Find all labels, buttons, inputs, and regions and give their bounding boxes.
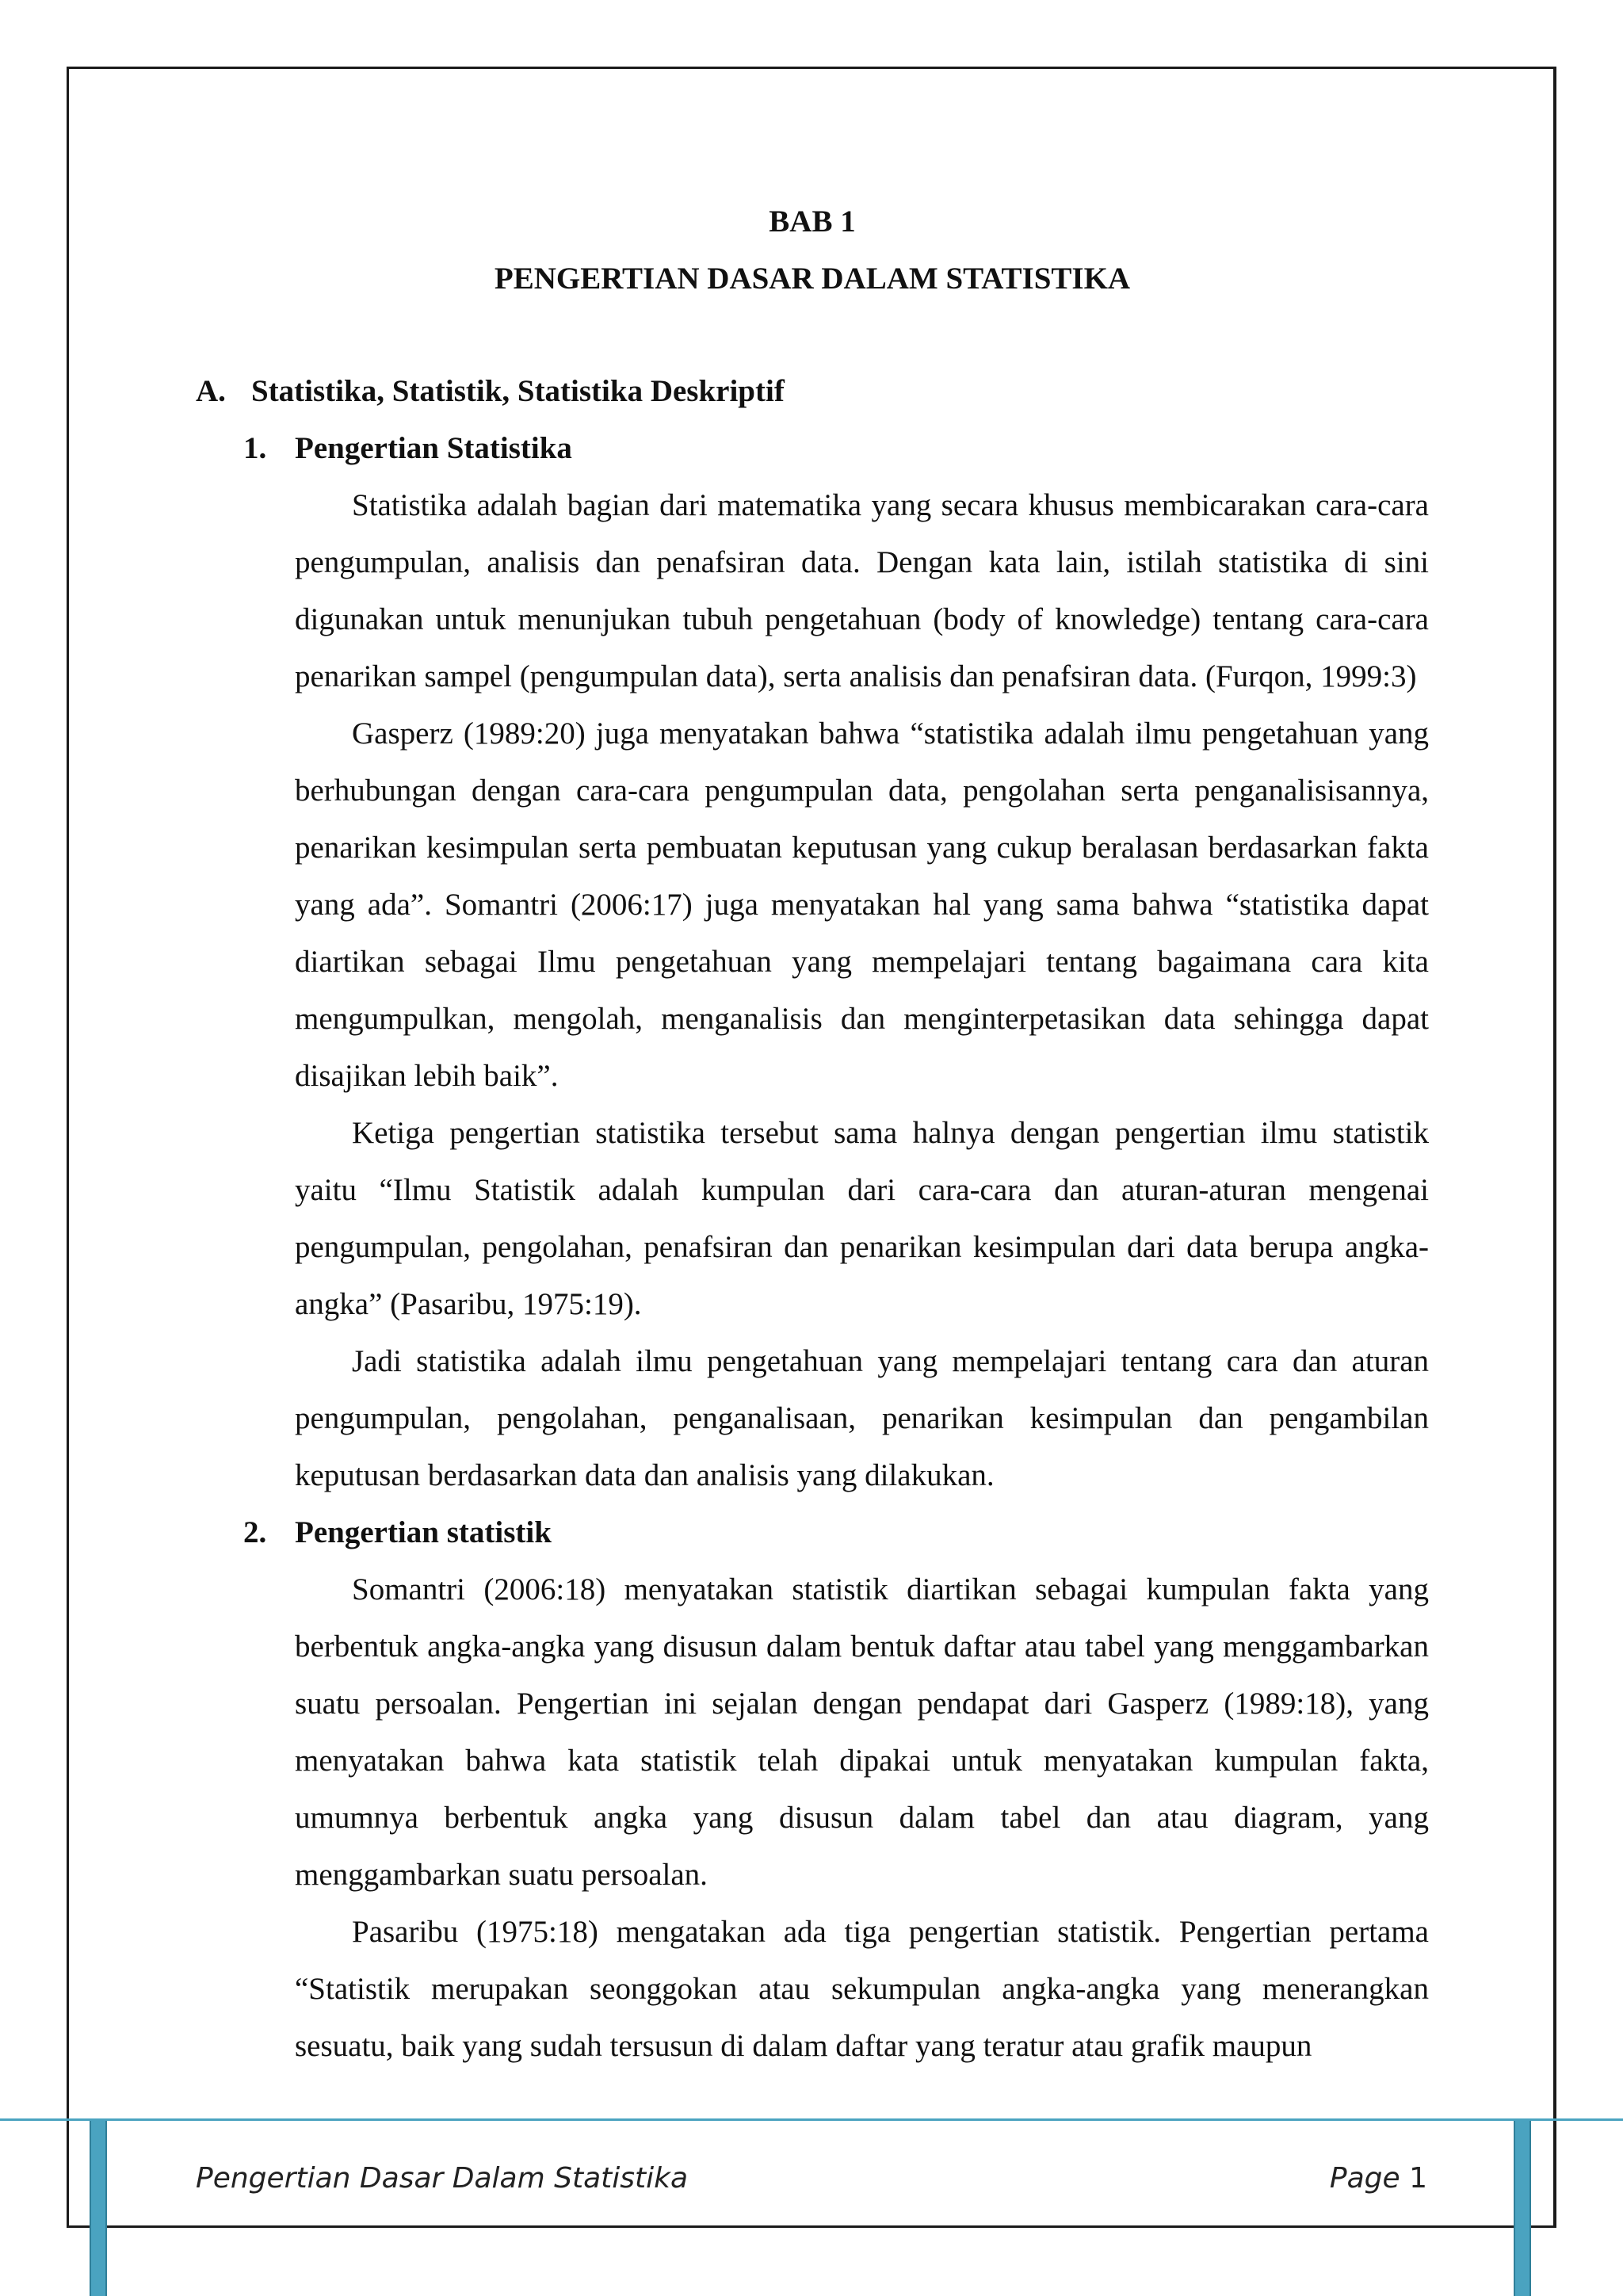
subsection-2-heading	[196, 1504, 1429, 1561]
chapter-title: PENGERTIAN DASAR DALAM STATISTIKA	[494, 262, 1131, 296]
paragraph: Gasperz (1989:20) juga menyatakan bahwa “statistika adalah ilmu pengetahuan yang berhubungan dengan cara-cara pengumpulan data, pengolahan serta penganalisisannya, penarikan kesimpulan serta pembuatan keputusan yang cukup beralasan berdasarkan fakta yang ada”. Somantri (2006:17) juga menyatakan hal yang sama bahwa “statistika dapat diartikan sebagai Ilmu pengetahuan yang mempelajari tentang bagaimana cara kita mengumpulkan, mengolah, menganalisis dan menginterpetasikan data sehingga dapat disajikan lebih baik”.	[295, 716, 1429, 1093]
subsection-2-number: 2.	[243, 1515, 267, 1549]
paragraph: Jadi statistika adalah ilmu pengetahuan yang mempelajari tentang cara dan aturan pengumpulan, pengolahan, penganalisaan, penarikan kesimpulan dan pengambilan keputusan berdasarkan data dan analisis yang dilakukan.	[295, 1344, 1429, 1492]
footer-document-title: Pengertian Dasar Dalam Statistika	[196, 2162, 689, 2195]
footer-page-label: Page	[1329, 2162, 1400, 2195]
section-a-marker: A.	[196, 374, 226, 408]
paragraph: Statistika adalah bagian dari matematika yang secara khusus membicarakan cara-cara pengumpulan, analisis dan penafsiran data. Dengan kata lain, istilah statistika di sini digunakan untuk menunjukan tubuh pengetahuan (body of knowledge) tentang cara-cara penarikan sampel (pengumpulan data), serta analisis dan penafsiran data. (Furqon, 1999:3)	[295, 488, 1429, 693]
paragraph: Ketiga pengertian statistika tersebut sama halnya dengan pengertian ilmu statistik yaitu “Ilmu Statistik adalah kumpulan dari cara-cara dan aturan-aturan mengenai pengumpulan, pengolahan, penafsiran dan penarikan kesimpulan dari data berupa angka-angka” (Pasaribu, 1975:19).	[295, 1116, 1429, 1321]
paragraph: Pasaribu (1975:18) mengatakan ada tiga pengertian statistik. Pengertian pertama “Statistik merupakan seonggokan atau sekumpulan angka-angka yang menerangkan sesuatu, baik yang sudah tersusun di dalam daftar yang teratur atau grafik maupun	[295, 1915, 1429, 2063]
document-body	[196, 193, 1429, 2075]
footer-page-number: 1	[1409, 2162, 1427, 2195]
chapter-heading: BAB 1	[769, 204, 856, 239]
subsection-1-heading	[196, 420, 1429, 477]
subsection-2-title: Pengertian statistik	[295, 1515, 552, 1549]
footer-divider	[0, 2118, 1623, 2121]
section-a-heading	[196, 363, 1429, 420]
footer-right-accent-bar	[1514, 2121, 1531, 2296]
subsection-1-title: Pengertian Statistika	[295, 431, 572, 465]
footer-left-accent-bar	[90, 2121, 107, 2296]
subsection-1-number: 1.	[243, 431, 267, 465]
section-a-title: Statistika, Statistik, Statistika Deskriptif	[251, 374, 785, 408]
paragraph: Somantri (2006:18) menyatakan statistik diartikan sebagai kumpulan fakta yang berbentuk angka-angka yang disusun dalam bentuk daftar atau tabel yang menggambarkan suatu persoalan. Pengertian ini sejalan dengan pendapat dari Gasperz (1989:18), yang menyatakan bahwa kata statistik telah dipakai untuk menyatakan kumpulan fakta, umumnya berbentuk angka yang disusun dalam tabel dan atau diagram, yang menggambarkan suatu persoalan.	[295, 1572, 1429, 1892]
footer-page-indicator	[1330, 2162, 1427, 2195]
